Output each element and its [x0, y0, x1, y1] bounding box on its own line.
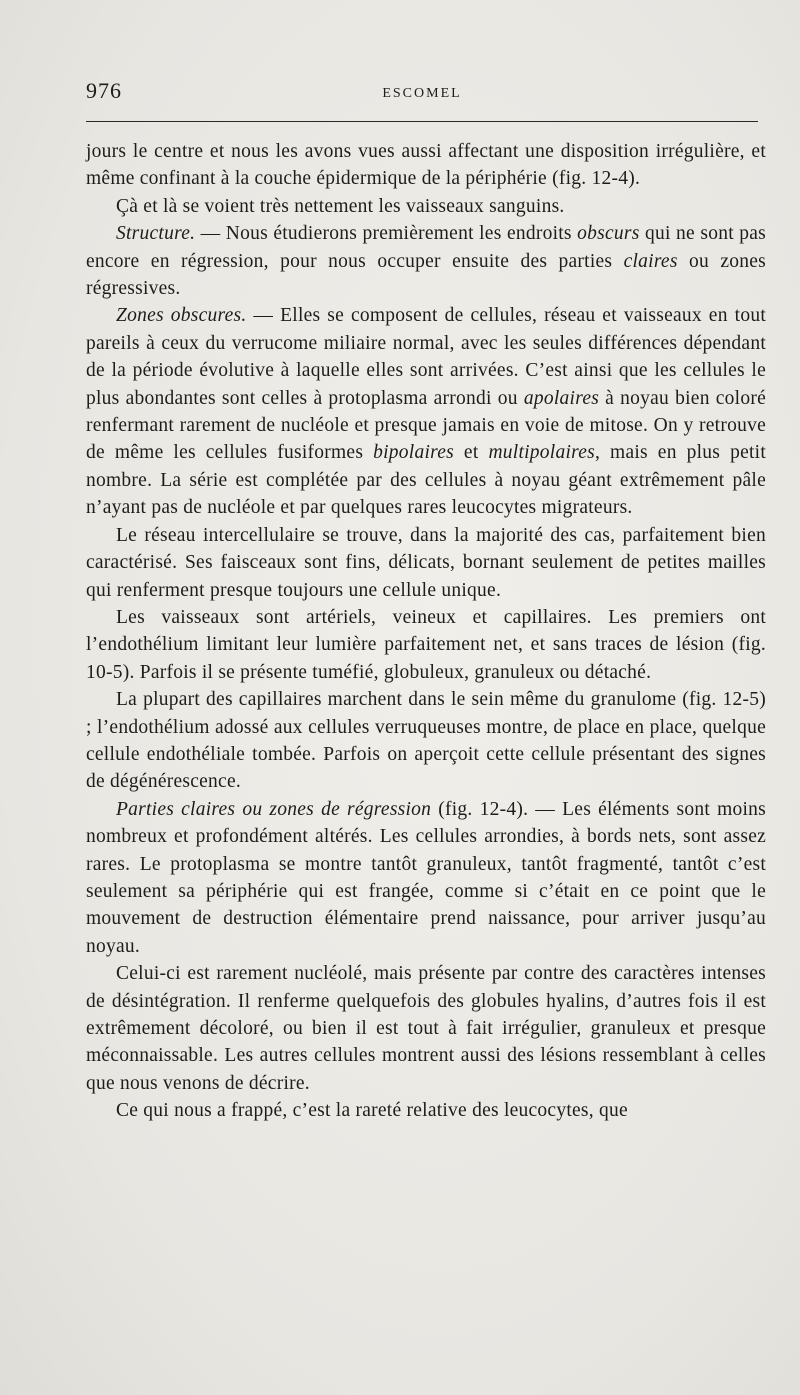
text-run: — Elles se composent de cellules, réseau et vaisseaux en tout pareils à ceux du verrucome miliaire normal, avec les seules différences dépendant de la période évolutive à laquelle elles sont arrivées. C’est ainsi que les cellules le plus abondantes sont celles à protoplasma arrondi ou	[86, 305, 766, 409]
text-run: — Nous étudierons premièrement les endroits	[195, 223, 578, 245]
paragraph	[86, 138, 766, 193]
text-run: , mais en plus petit nombre. La série est complétée par des cellules à noyau géant extrêmement pâle n’ayant pas de nucléole et par quelques rares leucocytes migrateurs.	[86, 442, 766, 519]
paragraph	[86, 220, 766, 302]
italic-term: apolaires	[523, 387, 600, 409]
text-run: Ce qui nous a frappé, c’est la rareté relative des leucocytes, que	[116, 1100, 628, 1122]
paragraph	[86, 686, 766, 796]
paragraph	[86, 796, 766, 960]
paragraph	[86, 960, 766, 1097]
italic-term: obscurs	[577, 223, 640, 245]
paragraph	[86, 302, 766, 521]
text-run: Le réseau intercellulaire se trouve, dans la majorité des cas, parfaitement bien caractérisé. Ses faisceaux sont fins, délicats, bornant seulement de petites mailles qui renferment presque toujours une cellule unique.	[86, 524, 766, 601]
paragraph	[86, 604, 766, 686]
body-text	[86, 138, 766, 1125]
running-head: ESCOMEL	[382, 86, 462, 101]
text-run: (fig. 12-4). — Les éléments sont moins nombreux et profondément altérés. Les cellules arrondies, à bords nets, sont assez rares. Le protoplasma se montre tantôt granuleux, tantôt fragmenté, tantôt c’est seulement sa périphérie qui est frangée, comme si c’était en ce point que le mouvement de destruction élémentaire prend naissance, pour arriver jusqu’au noyau.	[86, 798, 766, 957]
text-run: ou zones régressives.	[86, 250, 766, 300]
text-run: jours le centre et nous les avons vues aussi affectant une disposition irrégulière, et même confinant à la couche épidermique de la périphérie (fig. 12-4).	[86, 141, 766, 190]
page-header	[86, 78, 758, 108]
paragraph	[86, 1097, 766, 1124]
italic-term: Structure.	[116, 223, 196, 245]
italic-term: Zones obscures.	[116, 305, 247, 327]
text-run: La plupart des capillaires marchent dans le sein même du granulome (fig. 12-5) ; l’endothélium adossé aux cellules verruqueuses montre, de place en place, quelque cellule endothéliale tombée. Parfois on aperçoit cette cellule présentant des signes de dégénérescence.	[86, 689, 766, 793]
italic-term: bipolaires	[373, 442, 454, 464]
text-run: Çà et là se voient très nettement les vaisseaux sanguins.	[116, 195, 565, 217]
text-run: Les vaisseaux sont artériels, veineux et capillaires. Les premiers ont l’endothélium limitant leur lumière parfaitement net, et sans traces de lésion (fig. 10-5). Parfois il se présente tuméfié, globuleux, granuleux ou détaché.	[86, 606, 766, 683]
text-run: à noyau bien coloré renfermant rarement de nucléole et presque jamais en voie de mitose. On y retrouve de même les cellules fusiformes	[86, 387, 767, 464]
text-run: et	[453, 442, 489, 464]
header-rule	[86, 121, 758, 122]
italic-term: claires	[623, 250, 678, 272]
text-run: Celui-ci est rarement nucléolé, mais présente par contre des caractères intenses de désintégration. Il renferme quelquefois des globules hyalins, d’autres fois il est extrêmement décoloré, ou bien il est tout à fait irrégulier, granuleux et presque méconnaissable. Les autres cellules montrent aussi des lésions ressemblant à celles que nous venons de décrire.	[86, 963, 766, 1094]
paragraph	[86, 193, 766, 220]
italic-term: multipolaires	[488, 442, 595, 464]
text-run: qui ne sont pas encore en régression, pour nous occuper ensuite des parties	[86, 223, 766, 272]
italic-term: Parties claires ou zones de régression	[116, 798, 432, 820]
paragraph	[86, 522, 766, 604]
page-number: 976	[86, 78, 122, 103]
